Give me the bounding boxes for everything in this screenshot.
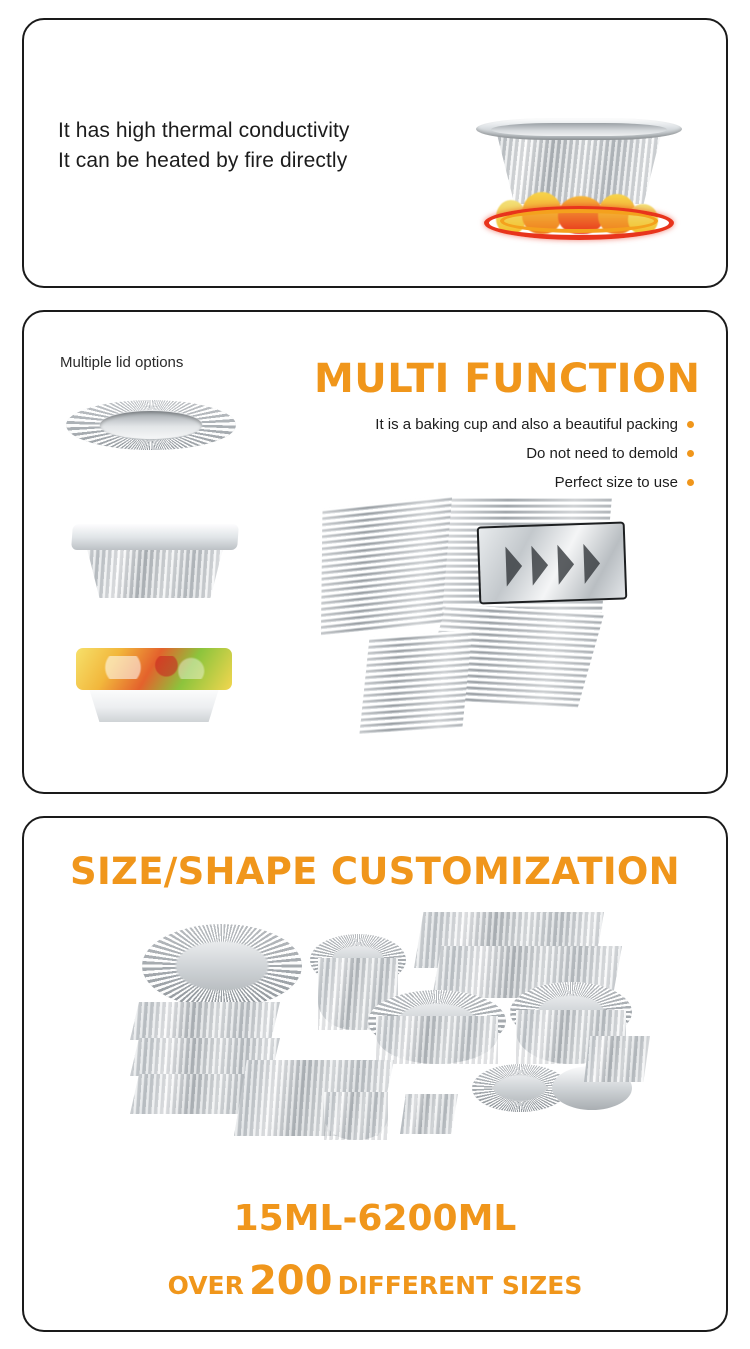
foil-tray-inner-lip: [491, 123, 667, 136]
size-customization-title: SIZE/SHAPE CUSTOMIZATION: [70, 850, 680, 893]
foil-tray-over-flame-illustration: [464, 108, 704, 268]
round-plate-stack-body: [376, 1016, 498, 1064]
pan-body: [82, 546, 228, 598]
pan-ribs: [82, 546, 228, 598]
mini-square-cup: [400, 1094, 458, 1134]
over-label: OVER: [167, 1271, 244, 1300]
flame-icon: [478, 194, 678, 242]
thermal-conductivity-panel: [22, 18, 728, 288]
printed-paper-lid: [76, 648, 232, 690]
thermal-line-2: It can be heated by fire directly: [58, 148, 348, 172]
small-square-tray: [584, 1036, 650, 1082]
stacked-foil-containers-with-embossed-lid: [292, 488, 692, 760]
bullet-text: Perfect size to use: [554, 474, 678, 491]
multi-function-panel: [22, 310, 728, 794]
multi-function-title: MULTI FUNCTION: [314, 356, 701, 402]
bullet-item: [274, 416, 694, 433]
printed-pan-base: [84, 686, 224, 722]
size-count-line: [24, 1258, 726, 1304]
size-count-value: 200: [248, 1258, 333, 1304]
flame-inner-ring: [500, 209, 658, 233]
bullet-item: [274, 445, 694, 462]
bullet-dot-icon: [687, 450, 694, 457]
chevron-emboss-icon: [505, 546, 522, 587]
bullet-dot-icon: [687, 421, 694, 428]
mini-round-cup: [324, 1092, 388, 1140]
assorted-foil-containers-group-photo: [114, 906, 654, 1196]
clear-lid: [71, 524, 239, 550]
rectangular-pan-with-clear-lid: [72, 524, 238, 604]
stack-sheen: [353, 630, 479, 734]
embossed-foil-lid: [477, 521, 628, 604]
container-stack-bottom: [353, 630, 479, 734]
bullet-text: Do not need to demold: [526, 445, 678, 462]
size-shape-customization-panel: [22, 816, 728, 1332]
bullet-text: It is a baking cup and also a beautiful packing: [375, 416, 678, 433]
oval-tray-crimp: [142, 924, 302, 1008]
thermal-text-block: [58, 116, 350, 176]
round-crimped-foil-bowl: [66, 400, 236, 476]
stacked-rectangular-trays: [130, 1002, 280, 1040]
lid-options-label: Multiple lid options: [60, 354, 184, 371]
bowl-well: [100, 411, 202, 439]
chevron-emboss-icon: [531, 545, 548, 586]
bullet-dot-icon: [687, 479, 694, 486]
rectangular-pan-with-printed-paper-lid: [76, 648, 232, 724]
thermal-line-1: It has high thermal conductivity: [58, 119, 350, 142]
volume-range-text: 15ML-6200ML: [233, 1198, 517, 1239]
different-sizes-label: DIFFERENT SIZES: [337, 1271, 583, 1300]
chevron-emboss-icon: [557, 544, 574, 585]
chevron-emboss-icon: [583, 543, 600, 584]
